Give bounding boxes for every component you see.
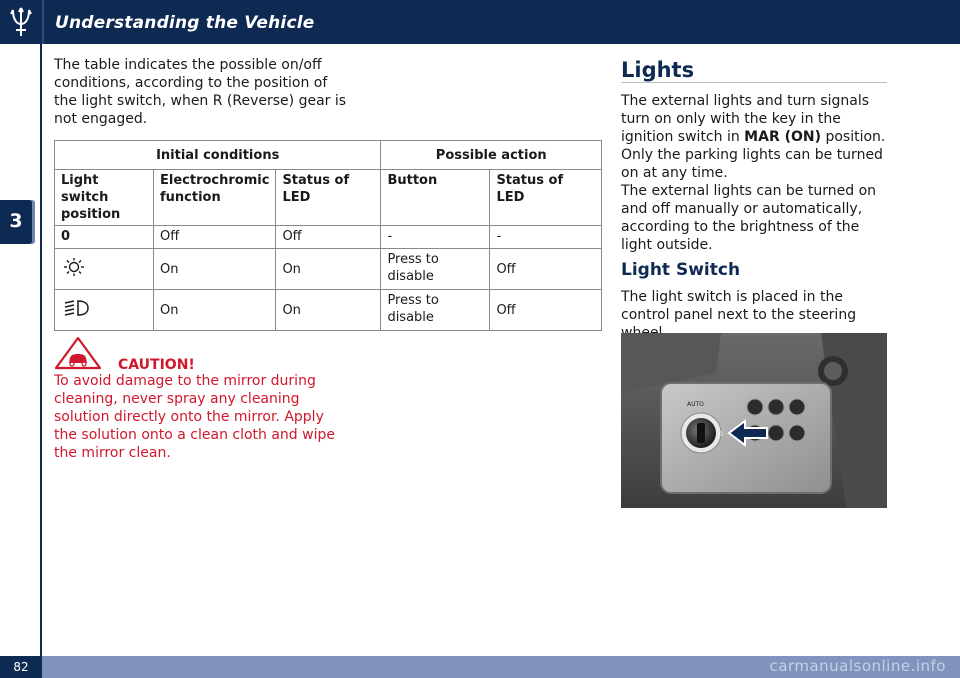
page-number: 82 xyxy=(0,656,42,678)
light-switch-table xyxy=(54,140,602,331)
left-margin xyxy=(0,44,42,656)
low-beam-icon xyxy=(61,298,91,318)
chapter-number: 3 xyxy=(9,210,23,232)
caution-box xyxy=(54,336,344,462)
table-row xyxy=(55,249,602,290)
table-column-header: Status of LED xyxy=(490,170,602,226)
table-group-header: Possible action xyxy=(381,141,602,170)
margin-rule xyxy=(40,44,42,656)
table-row xyxy=(55,290,602,331)
car-warning-icon xyxy=(54,336,102,370)
caution-header xyxy=(54,336,344,372)
button-cell: Press to disable xyxy=(381,290,490,331)
mar-on-label: MAR (ON) xyxy=(744,129,822,145)
section-title: Understanding the Vehicle xyxy=(55,13,315,33)
lights-text: position. Only the parking lights can be turned on at any time. xyxy=(621,129,886,181)
light-switch-paragraph: The light switch is placed in the control panel next to the steering xyxy=(621,289,857,323)
table-group-header: Initial conditions xyxy=(55,141,381,170)
table-row xyxy=(55,226,602,249)
led-after-cell: Off xyxy=(490,249,602,290)
zero-label: 0 xyxy=(719,431,723,438)
watermark: carmanualsonline.info xyxy=(769,657,946,675)
lights-paragraph-1 xyxy=(621,92,887,182)
switch-position xyxy=(55,290,154,331)
table-column-header: Button xyxy=(381,170,490,226)
auto-label: AUTO xyxy=(687,401,704,408)
led-cell: On xyxy=(276,290,381,331)
switch-position: 0 xyxy=(55,226,154,249)
table-column-header: Status of LED xyxy=(276,170,381,226)
trident-logo-icon xyxy=(7,6,35,38)
light-switch-photo xyxy=(621,333,887,508)
led-after-cell: Off xyxy=(490,290,602,331)
parking-light-icon xyxy=(61,257,87,277)
electrochromic-cell: On xyxy=(154,290,276,331)
caution-title: CAUTION! xyxy=(118,357,195,373)
switch-position xyxy=(55,249,154,290)
led-cell: Off xyxy=(276,226,381,249)
heading-rule xyxy=(621,82,887,83)
chapter-tab xyxy=(0,200,32,244)
logo xyxy=(0,0,44,44)
table-column-header: Electrochromic function xyxy=(154,170,276,226)
table-column-header: Light switch position xyxy=(55,170,154,226)
lights-text: The external lights and turn signals turn on only with the key in the ignition switch in xyxy=(621,93,870,145)
page-header xyxy=(0,0,960,44)
lights-heading: Lights xyxy=(621,58,695,82)
led-after-cell: - xyxy=(490,226,602,249)
caution-text: To avoid damage to the mirror during cleaning, never spray any cleaning solution directly onto the mirror. Apply the solution onto a clean cloth and wipe the mirror clean. xyxy=(54,373,335,461)
light-switch-heading: Light Switch xyxy=(621,260,741,280)
button-cell: - xyxy=(381,226,490,249)
electrochromic-cell: Off xyxy=(154,226,276,249)
lights-paragraph-2: The external lights can be turned on and off manually or automatically, according to the brightness of the light outside. xyxy=(621,183,877,253)
led-cell: On xyxy=(276,249,381,290)
button-cell: Press to disable xyxy=(381,249,490,290)
electrochromic-cell: On xyxy=(154,249,276,290)
intro-paragraph: The table indicates the possible on/off conditions, according to the position of the light switch, when R (Reverse) gear is not engaged. xyxy=(54,57,347,127)
page-footer xyxy=(0,656,960,678)
